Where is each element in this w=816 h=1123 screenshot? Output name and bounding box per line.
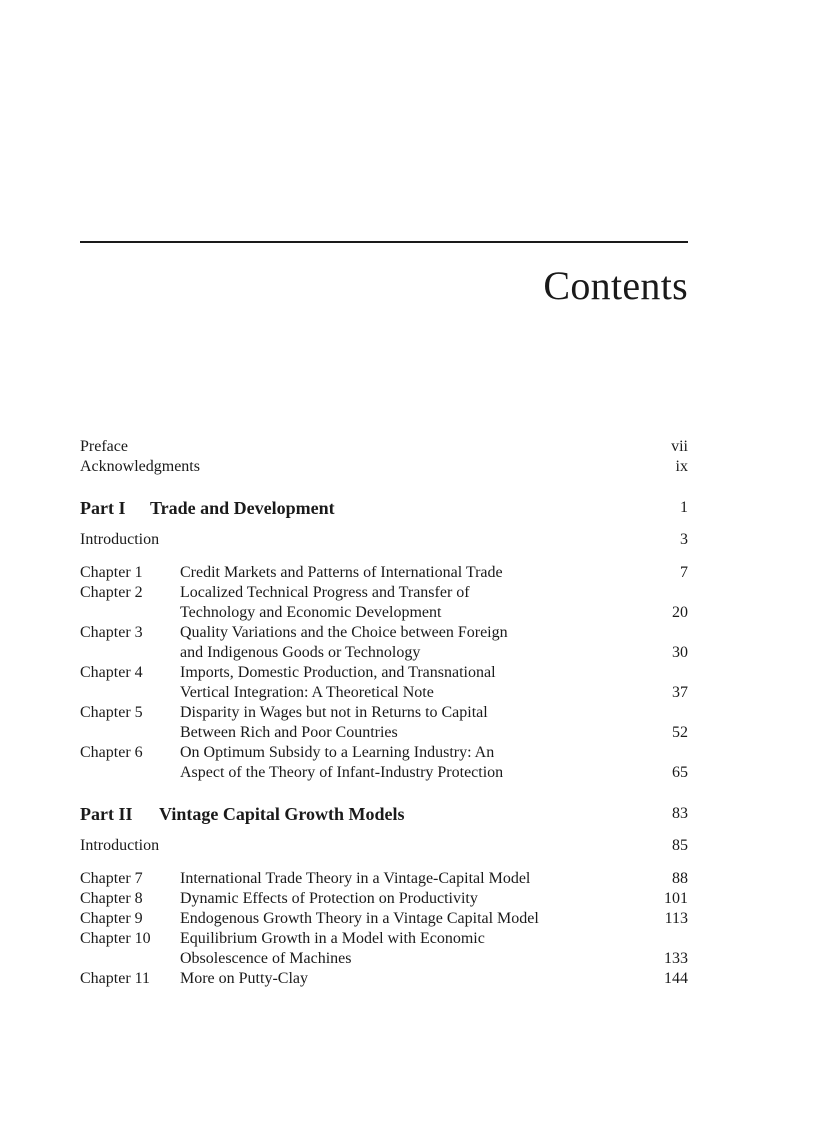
- page-number: 85: [672, 837, 688, 854]
- page-number: 20: [672, 604, 688, 621]
- toc-chapter-6-cont[interactable]: [80, 763, 688, 783]
- chapter-title-cont: Technology and Economic Development: [180, 604, 442, 621]
- toc-chapter-4-cont[interactable]: [80, 683, 688, 703]
- toc-chapter-3[interactable]: [80, 623, 688, 643]
- chapter-title: More on Putty-Clay: [180, 970, 308, 987]
- chapter-label: Chapter 10: [80, 930, 151, 947]
- part-label: Part I: [80, 498, 126, 518]
- chapter-title-cont: and Indigenous Goods or Technology: [180, 644, 421, 661]
- page-number: 65: [672, 764, 688, 781]
- toc-chapter-4[interactable]: [80, 663, 688, 683]
- chapter-label: Chapter 1: [80, 564, 143, 581]
- toc-part-1[interactable]: [80, 496, 688, 520]
- toc-chapter-5[interactable]: [80, 703, 688, 723]
- toc-chapter-8[interactable]: [80, 889, 688, 909]
- toc-chapter-11[interactable]: [80, 969, 688, 989]
- chapter-label: Chapter 2: [80, 584, 143, 601]
- toc-entry-acknowledgments[interactable]: [80, 457, 688, 477]
- chapter-title: International Trade Theory in a Vintage-Capital Model: [180, 870, 531, 887]
- page-title: Contents: [543, 263, 688, 308]
- chapter-label: Chapter 4: [80, 664, 143, 681]
- entry-title: Preface: [80, 438, 128, 455]
- part-label: Part II: [80, 804, 133, 824]
- page-number: 88: [672, 870, 688, 887]
- top-rule: [80, 241, 688, 243]
- page-number: vii: [671, 438, 688, 455]
- page-number: 52: [672, 724, 688, 741]
- toc-chapter-2[interactable]: [80, 583, 688, 603]
- chapter-label: Chapter 8: [80, 890, 143, 907]
- chapter-title-cont: Between Rich and Poor Countries: [180, 724, 398, 741]
- toc-chapter-3-cont[interactable]: [80, 643, 688, 663]
- table-of-contents: [80, 437, 688, 989]
- chapter-title: Localized Technical Progress and Transfer of: [180, 584, 470, 601]
- chapter-title: Endogenous Growth Theory in a Vintage Capital Model: [180, 910, 539, 927]
- chapter-title: Dynamic Effects of Protection on Productivity: [180, 890, 478, 907]
- chapter-title-cont: Aspect of the Theory of Infant-Industry Protection: [180, 764, 504, 781]
- chapter-title-cont: Vertical Integration: A Theoretical Note: [180, 684, 434, 701]
- page-number: 113: [664, 910, 688, 927]
- page-number: 133: [664, 950, 688, 967]
- chapter-title: Equilibrium Growth in a Model with Economic: [180, 930, 485, 947]
- toc-chapter-7[interactable]: [80, 869, 688, 889]
- page-number: ix: [675, 458, 688, 475]
- entry-title: Introduction: [80, 531, 160, 548]
- toc-chapter-9[interactable]: [80, 909, 688, 929]
- page-number: 83: [672, 805, 688, 822]
- toc-entry-preface[interactable]: [80, 437, 688, 457]
- page-number: 1: [680, 499, 688, 516]
- toc-chapter-5-cont[interactable]: [80, 723, 688, 743]
- chapter-title: Imports, Domestic Production, and Transnational: [180, 664, 496, 681]
- chapter-label: Chapter 6: [80, 744, 143, 761]
- chapter-title-cont: Obsolescence of Machines: [180, 950, 352, 967]
- page-number: 3: [680, 531, 688, 548]
- chapter-title: On Optimum Subsidy to a Learning Industry: An: [180, 744, 495, 761]
- chapter-title: Credit Markets and Patterns of International Trade: [180, 564, 503, 581]
- toc-entry-introduction-2[interactable]: [80, 836, 688, 856]
- entry-title: Acknowledgments: [80, 458, 200, 475]
- part-title: Vintage Capital Growth Models: [159, 804, 405, 824]
- toc-entry-introduction[interactable]: [80, 530, 688, 550]
- chapter-label: Chapter 5: [80, 704, 143, 721]
- toc-chapter-10-cont[interactable]: [80, 949, 688, 969]
- toc-chapter-10[interactable]: [80, 929, 688, 949]
- toc-part-2[interactable]: [80, 802, 688, 826]
- page-number: 30: [672, 644, 688, 661]
- chapter-label: Chapter 7: [80, 870, 143, 887]
- toc-chapter-6[interactable]: [80, 743, 688, 763]
- chapter-title: Quality Variations and the Choice between Foreign: [180, 624, 508, 641]
- page-number: 37: [672, 684, 688, 701]
- part-title: Trade and Development: [150, 498, 335, 518]
- chapter-title: Disparity in Wages but not in Returns to Capital: [180, 704, 488, 721]
- page-number: 101: [664, 890, 688, 907]
- page-number: 144: [664, 970, 688, 987]
- toc-chapter-2-cont[interactable]: [80, 603, 688, 623]
- entry-title: Introduction: [80, 837, 160, 854]
- chapter-label: Chapter 9: [80, 910, 143, 927]
- chapter-label: Chapter 11: [80, 970, 151, 987]
- toc-chapter-1[interactable]: [80, 563, 688, 583]
- chapter-label: Chapter 3: [80, 624, 143, 641]
- page-number: 7: [680, 564, 688, 581]
